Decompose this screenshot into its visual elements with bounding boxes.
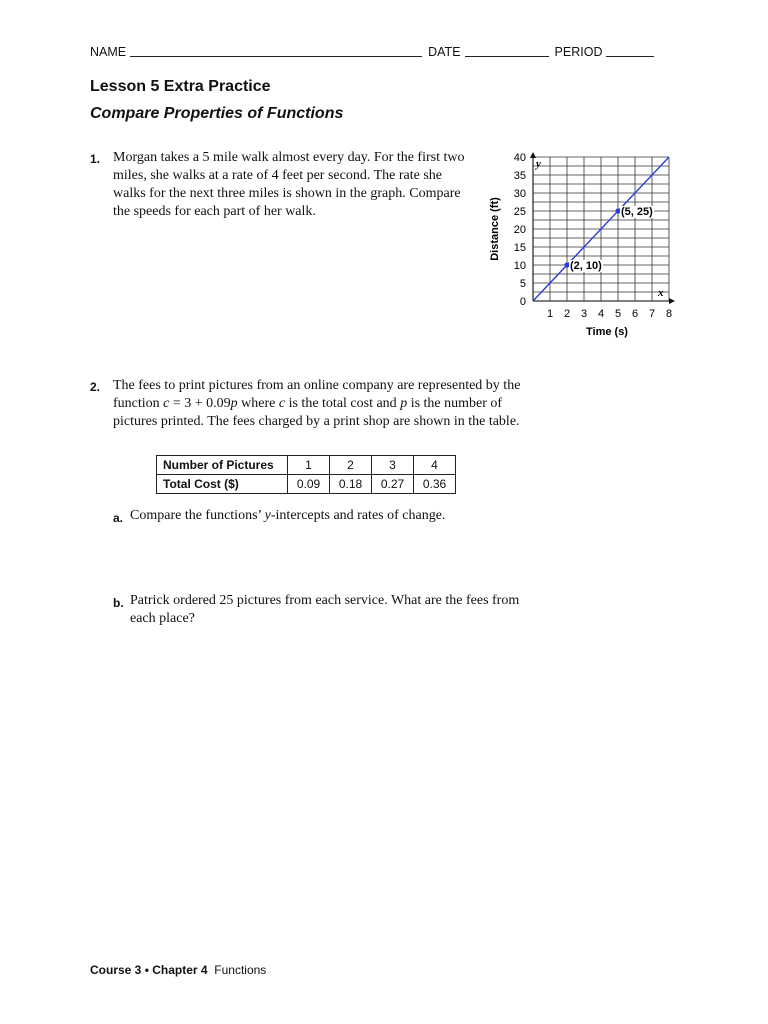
pictures-cell: 2 [330, 456, 372, 475]
q2-var-p-2: p [400, 396, 408, 411]
x-tick-label: 8 [665, 308, 673, 320]
question-2-text [113, 377, 543, 431]
data-point [564, 262, 569, 267]
question-2b-label: b. [113, 596, 124, 610]
q2-text-1: The fees to print pictures from an online company are represented by the function [113, 378, 521, 411]
q2-equation: = 3 + 0.09 [169, 396, 231, 411]
footer-course: Course 3 [90, 963, 142, 977]
y-tick-label: 35 [513, 170, 526, 182]
x-tick-label: 5 [614, 308, 622, 320]
name-field[interactable] [130, 44, 422, 57]
x-tick-label: 3 [580, 308, 588, 320]
table-row [157, 475, 456, 494]
y-tick-label: 0 [519, 296, 526, 308]
question-1-number: 1. [90, 152, 101, 166]
x-axis-label: Time (s) [586, 326, 628, 338]
q2-text-4: is the number of pictures printed. The fees charged by a print shop are shown in the table. [113, 396, 520, 429]
footer-separator: • [141, 963, 153, 977]
pictures-cell: 4 [414, 456, 456, 475]
lesson-subtitle: Compare Properties of Functions [90, 105, 344, 122]
q2-text-3: is the total cost and [285, 396, 401, 411]
cost-cell: 0.36 [414, 475, 456, 494]
period-label: PERIOD [554, 45, 603, 59]
period-field[interactable] [606, 44, 654, 57]
distance-time-graph [486, 150, 686, 345]
y-tick-label: 15 [513, 242, 526, 254]
q2a-var-y: y [264, 508, 271, 523]
cost-cell: 0.18 [330, 475, 372, 494]
question-2-number: 2. [90, 380, 101, 394]
date-field[interactable] [465, 44, 549, 57]
graph-tick-labels [514, 152, 672, 320]
y-tick-label: 25 [513, 206, 526, 218]
x-tick-label: 1 [546, 308, 554, 320]
x-axis-arrow [669, 298, 675, 304]
pictures-cell: 3 [372, 456, 414, 475]
x-tick-label: 4 [597, 308, 605, 320]
name-label: NAME [90, 45, 127, 59]
row-header-cost: Total Cost ($) [157, 475, 288, 494]
question-2a-text [130, 507, 550, 525]
question-2b-text: Patrick ordered 25 pictures from each service. What are the fees from each place? [130, 593, 520, 626]
q2-var-c-2: c [278, 396, 286, 411]
y-axis-letter: y [536, 158, 541, 170]
data-point-label: (5, 25) [621, 206, 653, 218]
y-axis-label: Distance (ft) [489, 197, 501, 261]
footer-chapter: Chapter 4 [152, 963, 208, 977]
print-shop-fee-table [156, 455, 456, 494]
data-point-label: (2, 10) [570, 260, 602, 272]
x-tick-label: 7 [648, 308, 656, 320]
y-tick-label: 10 [513, 260, 526, 272]
question-2a-label: a. [113, 511, 124, 525]
y-tick-label: 30 [513, 188, 526, 200]
date-label: DATE [428, 45, 461, 59]
x-tick-label: 2 [563, 308, 571, 320]
x-axis-letter: x [658, 287, 664, 299]
question-1-text: Morgan takes a 5 mile walk almost every day. For the first two miles, she walks at a rate of 4 feet per second. The rate she walks for the next three miles is shown in the graph. Compare the speeds for each part of her walk. [113, 150, 465, 219]
pictures-cell: 1 [288, 456, 330, 475]
x-tick-label: 6 [631, 308, 639, 320]
q2a-text-2: -intercepts and rates of change. [270, 508, 446, 523]
q2-var-p: p [230, 396, 238, 411]
lesson-title: Lesson 5 Extra Practice [90, 78, 271, 95]
y-tick-label: 5 [519, 278, 526, 290]
row-header-pictures: Number of Pictures [157, 456, 288, 475]
table-row [157, 456, 456, 475]
q2-text-2: where [237, 396, 279, 411]
q2-var-c: c [163, 396, 170, 411]
worksheet-header [90, 44, 672, 59]
q2a-text-1: Compare the functions’ [130, 508, 265, 523]
cost-cell: 0.27 [372, 475, 414, 494]
y-tick-label: 40 [513, 152, 526, 164]
page-footer [90, 963, 266, 977]
cost-cell: 0.09 [288, 475, 330, 494]
y-tick-label: 20 [513, 224, 526, 236]
footer-topic: Functions [214, 963, 267, 977]
data-point [615, 208, 620, 213]
